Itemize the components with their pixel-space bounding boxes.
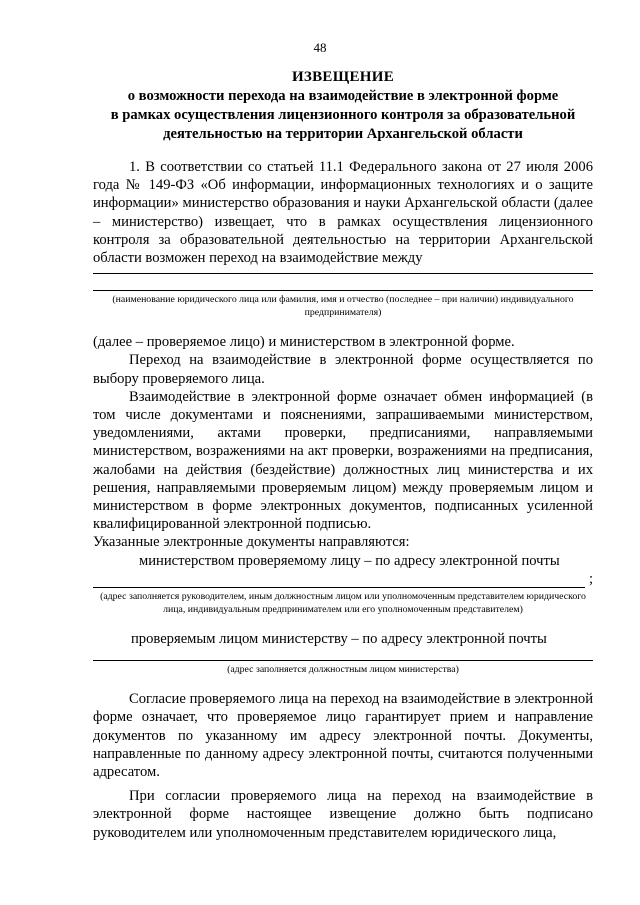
semicolon: ; bbox=[588, 570, 593, 587]
paragraph-2: (далее – проверяемое лицо) и министерством в электронной форме. bbox=[93, 334, 515, 351]
title-line-3: деятельностью на территории Архангельской области bbox=[163, 126, 523, 142]
title-line-1: о возможности перехода на взаимодействие в электронной форме bbox=[127, 88, 559, 104]
item-entity-to-ministry: проверяемым лицом министерству – по адресу электронной почты bbox=[131, 631, 547, 648]
item-ministry-to-entity: министерством проверяемому лицу – по адресу электронной почты bbox=[139, 552, 560, 569]
fill-line-ministry-email bbox=[93, 648, 593, 661]
document-body bbox=[93, 158, 593, 842]
fill-line-name-a bbox=[93, 267, 593, 274]
paragraph-7: При согласии проверяемого лица на переход на взаимодействие в электронной форме настоящее извещение должно быть подписано руководителем или уполномоченным представителем юридического лица, bbox=[93, 788, 593, 841]
caption-entity-name: (наименование юридического лица или фамилия, имя и отчество (последнее – при наличии) индивидуального предпринимателя) bbox=[112, 294, 574, 319]
paragraph-3: Переход на взаимодействие в электронной форме осуществляется по выбору проверяемого лица. bbox=[93, 352, 593, 387]
fill-line-entity-email bbox=[93, 570, 593, 588]
paragraph-6: Согласие проверяемого лица на переход на взаимодействие в электронной форме означает, что проверяемое лицо гарантирует прием и направление документов по указанному им адресу электронной почты. Документы, направленные по данному адресу электронной почты, считаются полученными адресатом. bbox=[93, 691, 593, 781]
fill-line-name-b bbox=[93, 290, 593, 291]
paragraph-5: Указанные электронные документы направляются: bbox=[93, 534, 410, 551]
page-number: 48 bbox=[313, 40, 327, 55]
title-main: ИЗВЕЩЕНИЕ bbox=[291, 69, 395, 85]
document-title bbox=[93, 68, 593, 144]
caption-entity-email: (адрес заполняется руководителем, иным должностным лицом или уполномоченным представителем юридического лица, индивидуальным предпринимателем или его уполномоченным представителем) bbox=[100, 591, 586, 616]
caption-ministry-email: (адрес заполняется должностным лицом министерства) bbox=[227, 664, 459, 676]
paragraph-1: 1. В соответствии со статьей 11.1 Федерального закона от 27 июля 2006 года № 149-ФЗ «Об информации, информационных технологиях и о защите информации» министерство образования и науки Архангельской области (далее – министерство) извещает, что в рамках осуществления лицензионного контроля за образовательной деятельностью на территории Архангельской области возможен переход на взаимодействие между bbox=[93, 159, 593, 267]
paragraph-4: Взаимодействие в электронной форме означает обмен информацией (в том числе документами и пояснениями, запрашиваемыми министерством, уведомлениями, актами проверки, предписаниями, направляемыми министерством, возражениями на акт проверки, возражениями на предписания, жалобами на действия (бездействие) должностных лиц министерства и их решения, направляемыми проверяемым лицом) между проверяемым лицом и министерством в форме электронных документов, подписанных усиленной квалифицированной электронной подписью. bbox=[93, 388, 593, 533]
title-line-2: в рамках осуществления лицензионного контроля за образовательной bbox=[110, 107, 576, 123]
